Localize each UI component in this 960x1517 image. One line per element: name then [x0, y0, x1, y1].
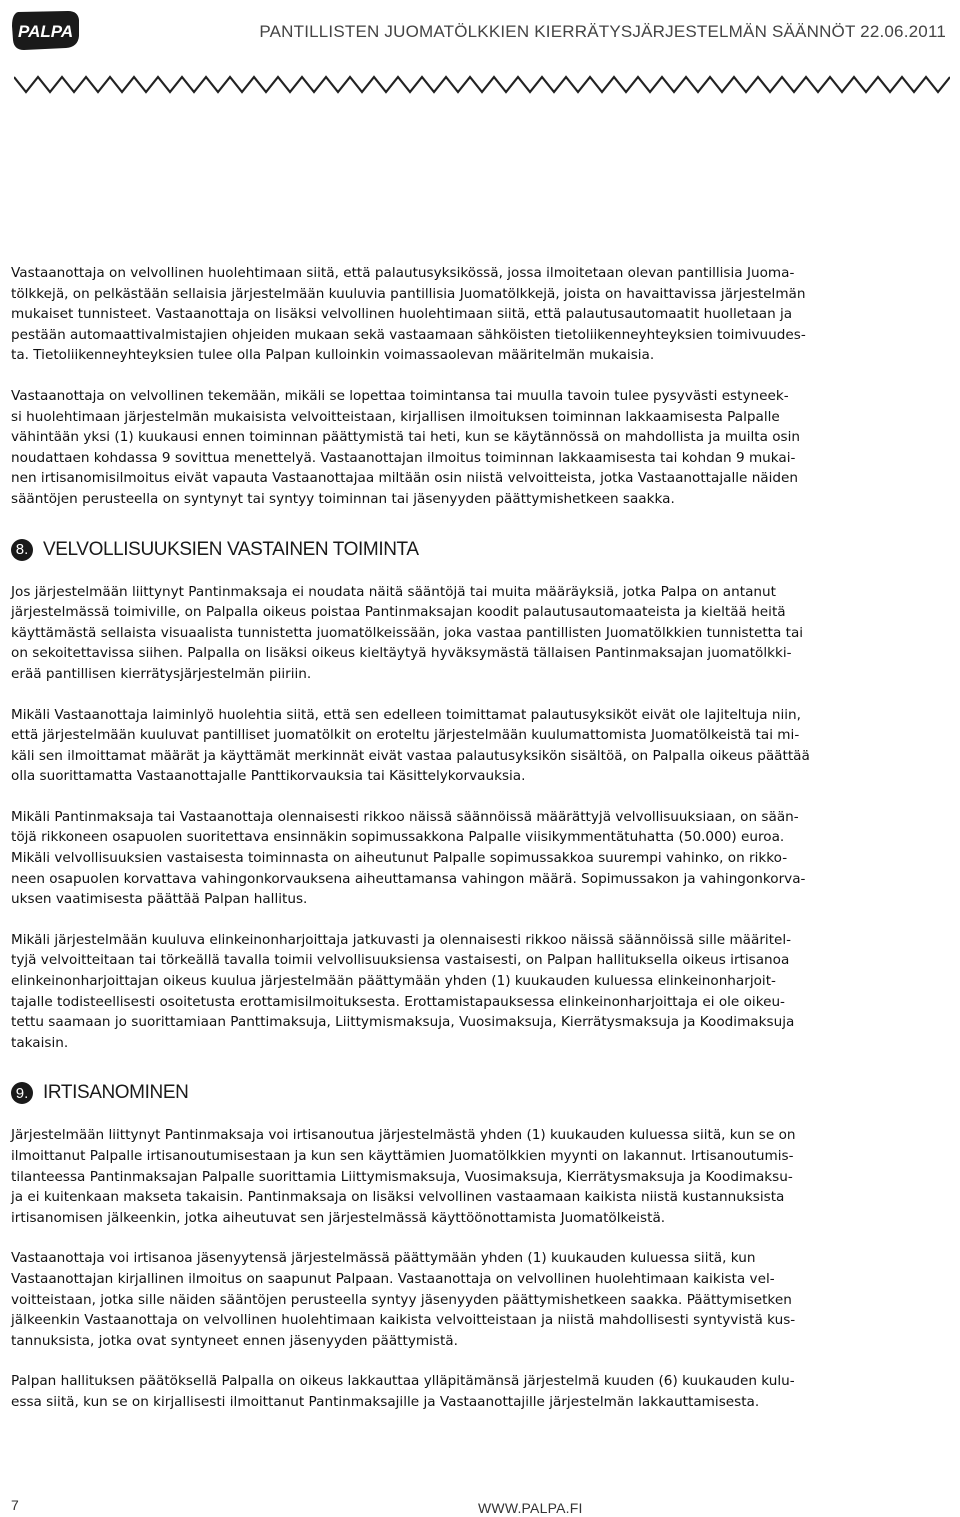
section-heading	[11, 536, 951, 564]
palpa-logo	[8, 6, 84, 56]
paragraph: Vastaanottaja voi irtisanoa jäsenyytensä järjestelmässä päättymään yhden (1) kuukauden kuluessa siitä, kun Vastaanottajan kirjallinen ilmoitus on saapunut Palpaan. Vastaanottaja on velvollinen huolehtimaan kaikista vel- voitteistaan, jotka sille näiden sääntöjen perusteella syntyy jäsenyyden päättymishetkeen saakka. Päättymisetken jälkeenkin Vastaanottaja on velvollinen huolehtimaan kaikista velvoitteistaan ja niistä mahdollisesti syntyvistä kus- tannuksista, jotka ovat syntyneet ennen jäsenyyden päättymistä.	[11, 1250, 796, 1349]
section-number-badge: 8.	[11, 539, 33, 561]
document-title: PANTILLISTEN JUOMATÖLKKIEN KIERRÄTYSJÄRJESTELMÄN SÄÄNNÖT 22.06.2011	[259, 22, 946, 41]
paragraph: Vastaanottaja on velvollinen huolehtimaan siitä, että palautusyksikössä, jossa ilmoitetaan olevan pantillisia Juoma- tölkkejä, on pelkästään sellaisia järjestelmään kuuluvia pantillisia Juomatölkkejä, joista on havaittavissa järjestelmän mukaiset tunnisteet. Vastaanottaja on lisäksi velvollinen huolehtimaan siitä, että palautusautomaatit huolletaan ja pestään automaattivalmistajien ohjeiden mukaan sekä vastaamaan sähköisten tietoliikenneyhteyksien toimivuudes- ta. Tietoliikenneyhteyksien tulee olla Palpan kulloinkin voimassaolevan määritelmän mukaisia.	[11, 265, 806, 364]
section-title: VELVOLLISUUKSIEN VASTAINEN TOIMINTA	[43, 538, 419, 560]
paragraph: Mikäli Pantinmaksaja tai Vastaanottaja olennaisesti rikkoo näissä säännöissä määrättyjä velvollisuuksiaan, on sään- töjä rikkoneen osapuolen suoritettava ensinnäkin sopimussakkona Palpalle viisikymmentätuhatta (50.000) euroa. Mikäli velvollisuuksien vastaisesta toiminnasta on aiheutunut Palpalle sopimussakkoa suurempi vahinko, on rikko- neen osapuolen korvattava vahingonkorvauksena aiheuttamansa vahingon määrä. Sopimussakon ja vahingonkorva- uksen vaatimisesta päättää Palpan hallitus.	[11, 808, 806, 908]
footer-url[interactable]: WWW.PALPA.FI	[478, 1500, 583, 1516]
paragraph: Mikäli järjestelmään kuuluva elinkeinonharjoittaja jatkuvasti ja olennaisesti rikkoo näissä säännöissä sille määritel- tyjä velvoitteitaan tai törkeällä tavalla toimii velvollisuuksiensa vastaisesti, on Palpan hallituksella oikeus irtisanoa elinkeinonharjoittajan oikeus kuulua järjestelmään päättymään yhden (1) kuukauden kuluessa elinkeinonharjoit- tajalle todisteellisesti osoitetusta erottamisilmoituksesta. Erottamistapauksessa elinkeinonharjoittaja ei ole oikeu- tettu saamaan jo suorittamiaan Panttimaksuja, Liittymismaksuja, Vuosimaksuja, Kierrätysmaksuja ja Koodimaksuja takaisin.	[11, 931, 795, 1051]
paragraph: Vastaanottaja on velvollinen tekemään, mikäli se lopettaa toimintansa tai muulla tavoin tulee pysyvästi estyneek- si huolehtimaan järjestelmän mukaisista velvoitteistaan, kirjallisen ilmoituksen toiminnan lakkaamisesta Palpalle vähintään yksi (1) kuukausi ennen toiminnan päättymistä tai heti, kun se käytännössä on mahdollista ja muilta osin noudattaen kohdassa 9 sovittua menettelyä. Vastaanottajan ilmoitus toiminnan lakkaamisesta tai kohdan 9 mukai- nen irtisanomisilmoitus eivät vapauta Vastaanottajaa miltään osin niistä velvoitteista, jotka Vastaanottajalle näiden sääntöjen perusteella on syntynyt tai syntyy toiminnan tai jäsenyyden päättymishetkeen saakka.	[11, 387, 801, 507]
paragraph: Palpan hallituksen päätöksellä Palpalla on oikeus lakkauttaa ylläpitämänsä järjestelmä kuuden (6) kuukauden kulu- essa siitä, kun se on kirjallisesti ilmoittanut Pantinmaksajille ja Vastaanottajille järjestelmän lakkauttamisesta.	[11, 1373, 795, 1410]
section-9	[11, 1079, 951, 1412]
page-number: 7	[11, 1497, 19, 1513]
section-8	[11, 536, 951, 1054]
paragraph: Mikäli Vastaanottaja laiminlyö huolehtia siitä, että sen edelleen toimittamat palautusyksiköt eivät ole lajiteltuja niin, että järjestelmään kuuluvat pantilliset juomatölkit on eroteltu järjestelmään kuulumattomista Juomatölkeistä tai mi- käli sen ilmoittamat määrät ja käyttämät merkinnät eivät vastaa palautusyksikön sisältöä, on Palpalla oikeus päättää olla suorittamatta Vastaanottajalle Panttikorvauksia tai Käsittelykorvauksia.	[11, 706, 810, 785]
section-heading	[11, 1079, 951, 1107]
section-number-badge: 9.	[11, 1082, 33, 1104]
section-title: IRTISANOMINEN	[43, 1082, 189, 1104]
paragraph: Jos järjestelmään liittynyt Pantinmaksaja ei noudata näitä sääntöjä tai muita määräyksiä, jotka Palpa on antanut järjestelmässä toimiville, on Palpalla oikeus poistaa Pantinmaksajan koodit palautusautomaateista ja kieltää heitä käyttämästä sellaista visuaalista tunnistetta juomatölkeissään, joka vastaa pantillisten Juomatölkkien tunnistetta tai on sekoitettavissa siihen. Palpalla on lisäksi oikeus kieltäytyä hyväksymästä tällaisen Pantinmaksajan juomatölkki- erää pantillisen kierrätysjärjestelmän piiriin.	[11, 583, 804, 682]
intro-section	[11, 263, 951, 510]
paragraph: Järjestelmään liittynyt Pantinmaksaja voi irtisanoutua järjestelmästä yhden (1) kuukauden kuluessa siitä, kun se on ilmoittanut Palpalle irtisanoutumisestaan ja kun sen käyttämien Juomatölkkien myynti on lakannut. Irtisanoutumis- tilanteessa Pantinmaksajan Palpalle suorittamia Liittymismaksuja, Vuosimaksuja, Kierrätysmaksuja ja Koodimaksu- ja ei kuitenkaan makseta takaisin. Pantinmaksaja on lisäksi velvollinen vastaamaan kaikista niistä kustannuksista irtisanomisen jälkeenkin, jotka aiheutuvat sen järjestelmässä käyttöönottamista Juomatölkeistä.	[11, 1127, 796, 1226]
zigzag-divider	[14, 74, 950, 96]
document-body	[11, 263, 951, 1433]
logo-text: PALPA	[18, 22, 74, 41]
